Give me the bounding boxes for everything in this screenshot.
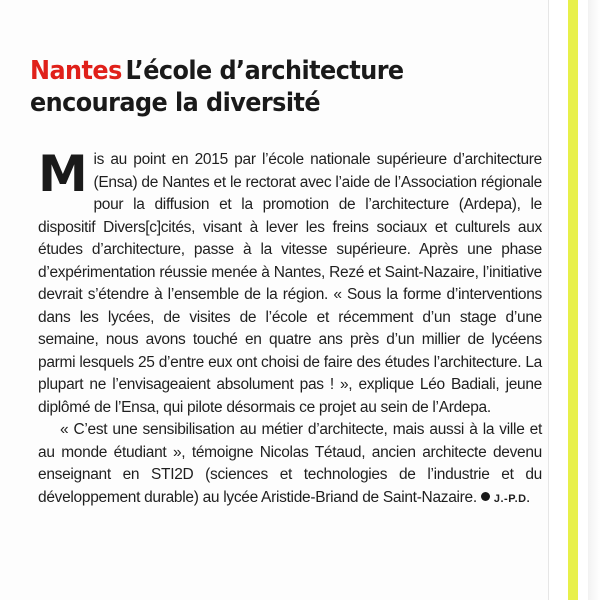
paragraph-text: is au point en 2015 par l’école nationale supérieure d’architecture (Ensa) de Nantes et le rectorat avec l’aide de l’Association régionale pour la diffusion et la promotion de l’architecture (Ardepa), le dispositif Divers[c]cités, visant à lever les freins sociaux et culturels aux études d’architecture, passe à la vitesse supérieure. Après une phase d’expérimentation réussie menée à Nantes, Rezé et Saint-Nazaire, l’initiative devrait s’étendre à l’ensemble de la région. « Sous la forme d’interventions dans les lycées, de visites de l’école et récemment d’un stage d’une semaine, nous avons touché en quatre ans près d’un millier de lycéens parmi lesquels 25 d’entre eux ont choisi de faire des études l’architecture. La plupart ne l’envisageaient absolument pas ! », explique Léo Badiali, jeune diplômé de l’Ensa, qui pilote désormais ce projet au sein de l’Ardepa.: [38, 151, 542, 416]
article-body: [30, 145, 542, 510]
article-paragraph: [30, 419, 542, 510]
paragraph-text: « C’est une sensibilisation au métier d’architecte, mais aussi à la ville et au monde étudiant », témoigne Nicolas Tétaud, ancien architecte devenu enseignant en STI2D (sciences et technologies de l’industrie et du développement durable) au lycée Aristide-Briand de Saint-Nazaire.: [38, 421, 542, 506]
drop-cap: M: [38, 145, 88, 203]
author-signature: J.-P.D.: [493, 492, 531, 505]
article-title: L’école d’architecture encourage la diversité: [30, 56, 404, 118]
adjacent-page-edge: [568, 0, 578, 600]
page-edge-shadow: [588, 0, 600, 600]
article-paragraph: [30, 145, 542, 419]
article-kicker: Nantes: [30, 56, 122, 86]
article-headline: [30, 55, 542, 119]
article: [30, 55, 542, 510]
end-mark-bullet-icon: [481, 492, 490, 501]
